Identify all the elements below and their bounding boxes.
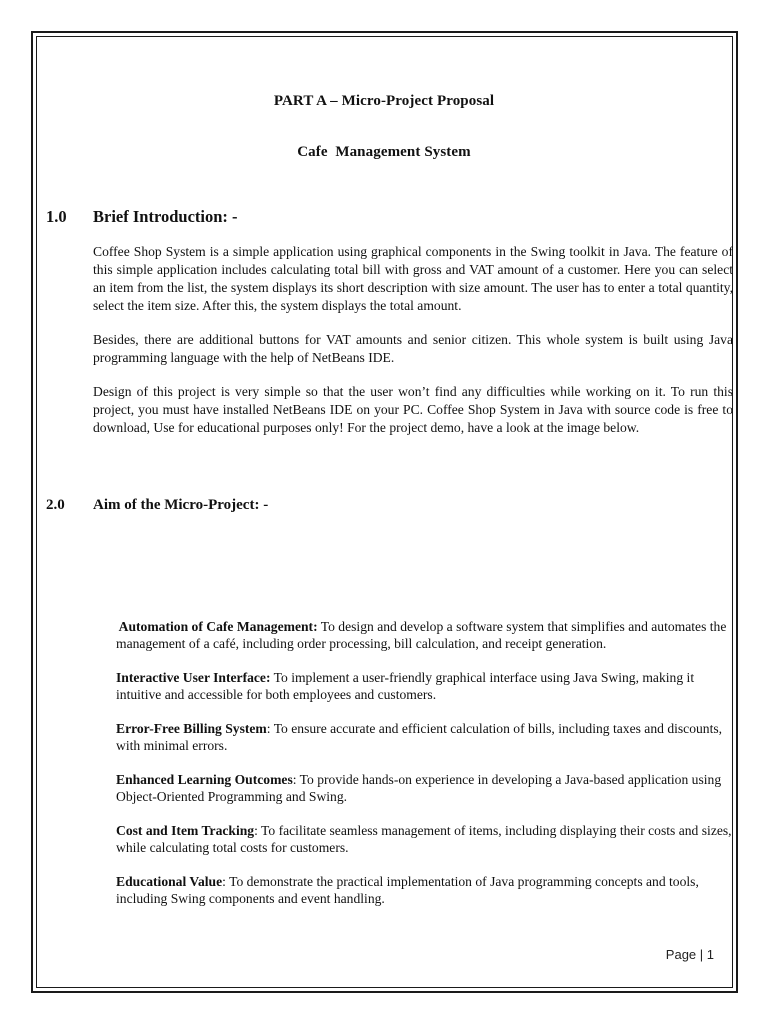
aim-text: To implement a user-friendly graphical interface using Java Swing, making it intuitive and accessible for both employees and customers. (116, 670, 695, 702)
aim-text: : To demonstrate the practical implementation of Java programming concepts and tools, including Swing components and event handling. (116, 874, 699, 906)
aim-label: Enhanced Learning Outcomes (116, 772, 293, 787)
intro-paragraph-3: Design of this project is very simple so that the user won’t find any difficulties while working on it. To run this project, you must have installed NetBeans IDE on your PC. Coffee Shop System in Java with source code is free to download, Use for educational purposes only! For the project demo, have a look at the image below. (93, 384, 733, 435)
section-1-heading: Brief Introduction: - (93, 207, 238, 226)
aim-item (116, 720, 732, 754)
part-title: PART A – Micro-Project Proposal (273, 93, 495, 109)
aim-text: To design and develop a software system that simplifies and automates the management of a café, including order processing, bill calculation, and receipt generation. (116, 619, 727, 651)
aim-item (116, 822, 732, 856)
aim-label: Interactive User Interface: (116, 670, 271, 685)
aim-label: Automation of Cafe Management: (116, 619, 318, 634)
section-1-number: 1.0 (46, 207, 67, 226)
aims-list (116, 618, 732, 924)
intro-paragraph-1: Coffee Shop System is a simple application using graphical components in the Swing toolkit in Java. The feature of this simple application includes calculating total bill with gross and VAT amount of a customer. Here you can select an item from the list, the system displays its short description with size amount. The user has to enter a total quantity, select the item size. After this, the system displays the total amount. (93, 244, 733, 313)
page-number: Page | 1 (665, 947, 714, 962)
aim-label: Cost and Item Tracking (116, 823, 255, 838)
aim-label: Educational Value (116, 874, 223, 889)
aim-label: Error-Free Billing System (116, 721, 267, 736)
aim-item (116, 618, 732, 652)
aim-text: : To ensure accurate and efficient calculation of bills, including taxes and discounts, with minimal errors. (116, 721, 723, 753)
aim-item (116, 669, 732, 703)
section-2-heading: Aim of the Micro-Project: - (93, 497, 269, 513)
intro-paragraph-2: Besides, there are additional buttons for VAT amounts and senior citizen. This whole system is built using Java programming language with the help of NetBeans IDE. (93, 332, 733, 365)
section-2-number: 2.0 (46, 497, 65, 513)
project-title: Cafe Management System (297, 144, 471, 160)
aim-text: : To facilitate seamless management of items, including displaying their costs and sizes, while calculating total costs for customers. (116, 823, 732, 855)
aim-text: : To provide hands-on experience in developing a Java-based application using Object-Oriented Programming and Swing. (116, 772, 722, 804)
aim-item (116, 771, 732, 805)
aim-item (116, 873, 732, 907)
